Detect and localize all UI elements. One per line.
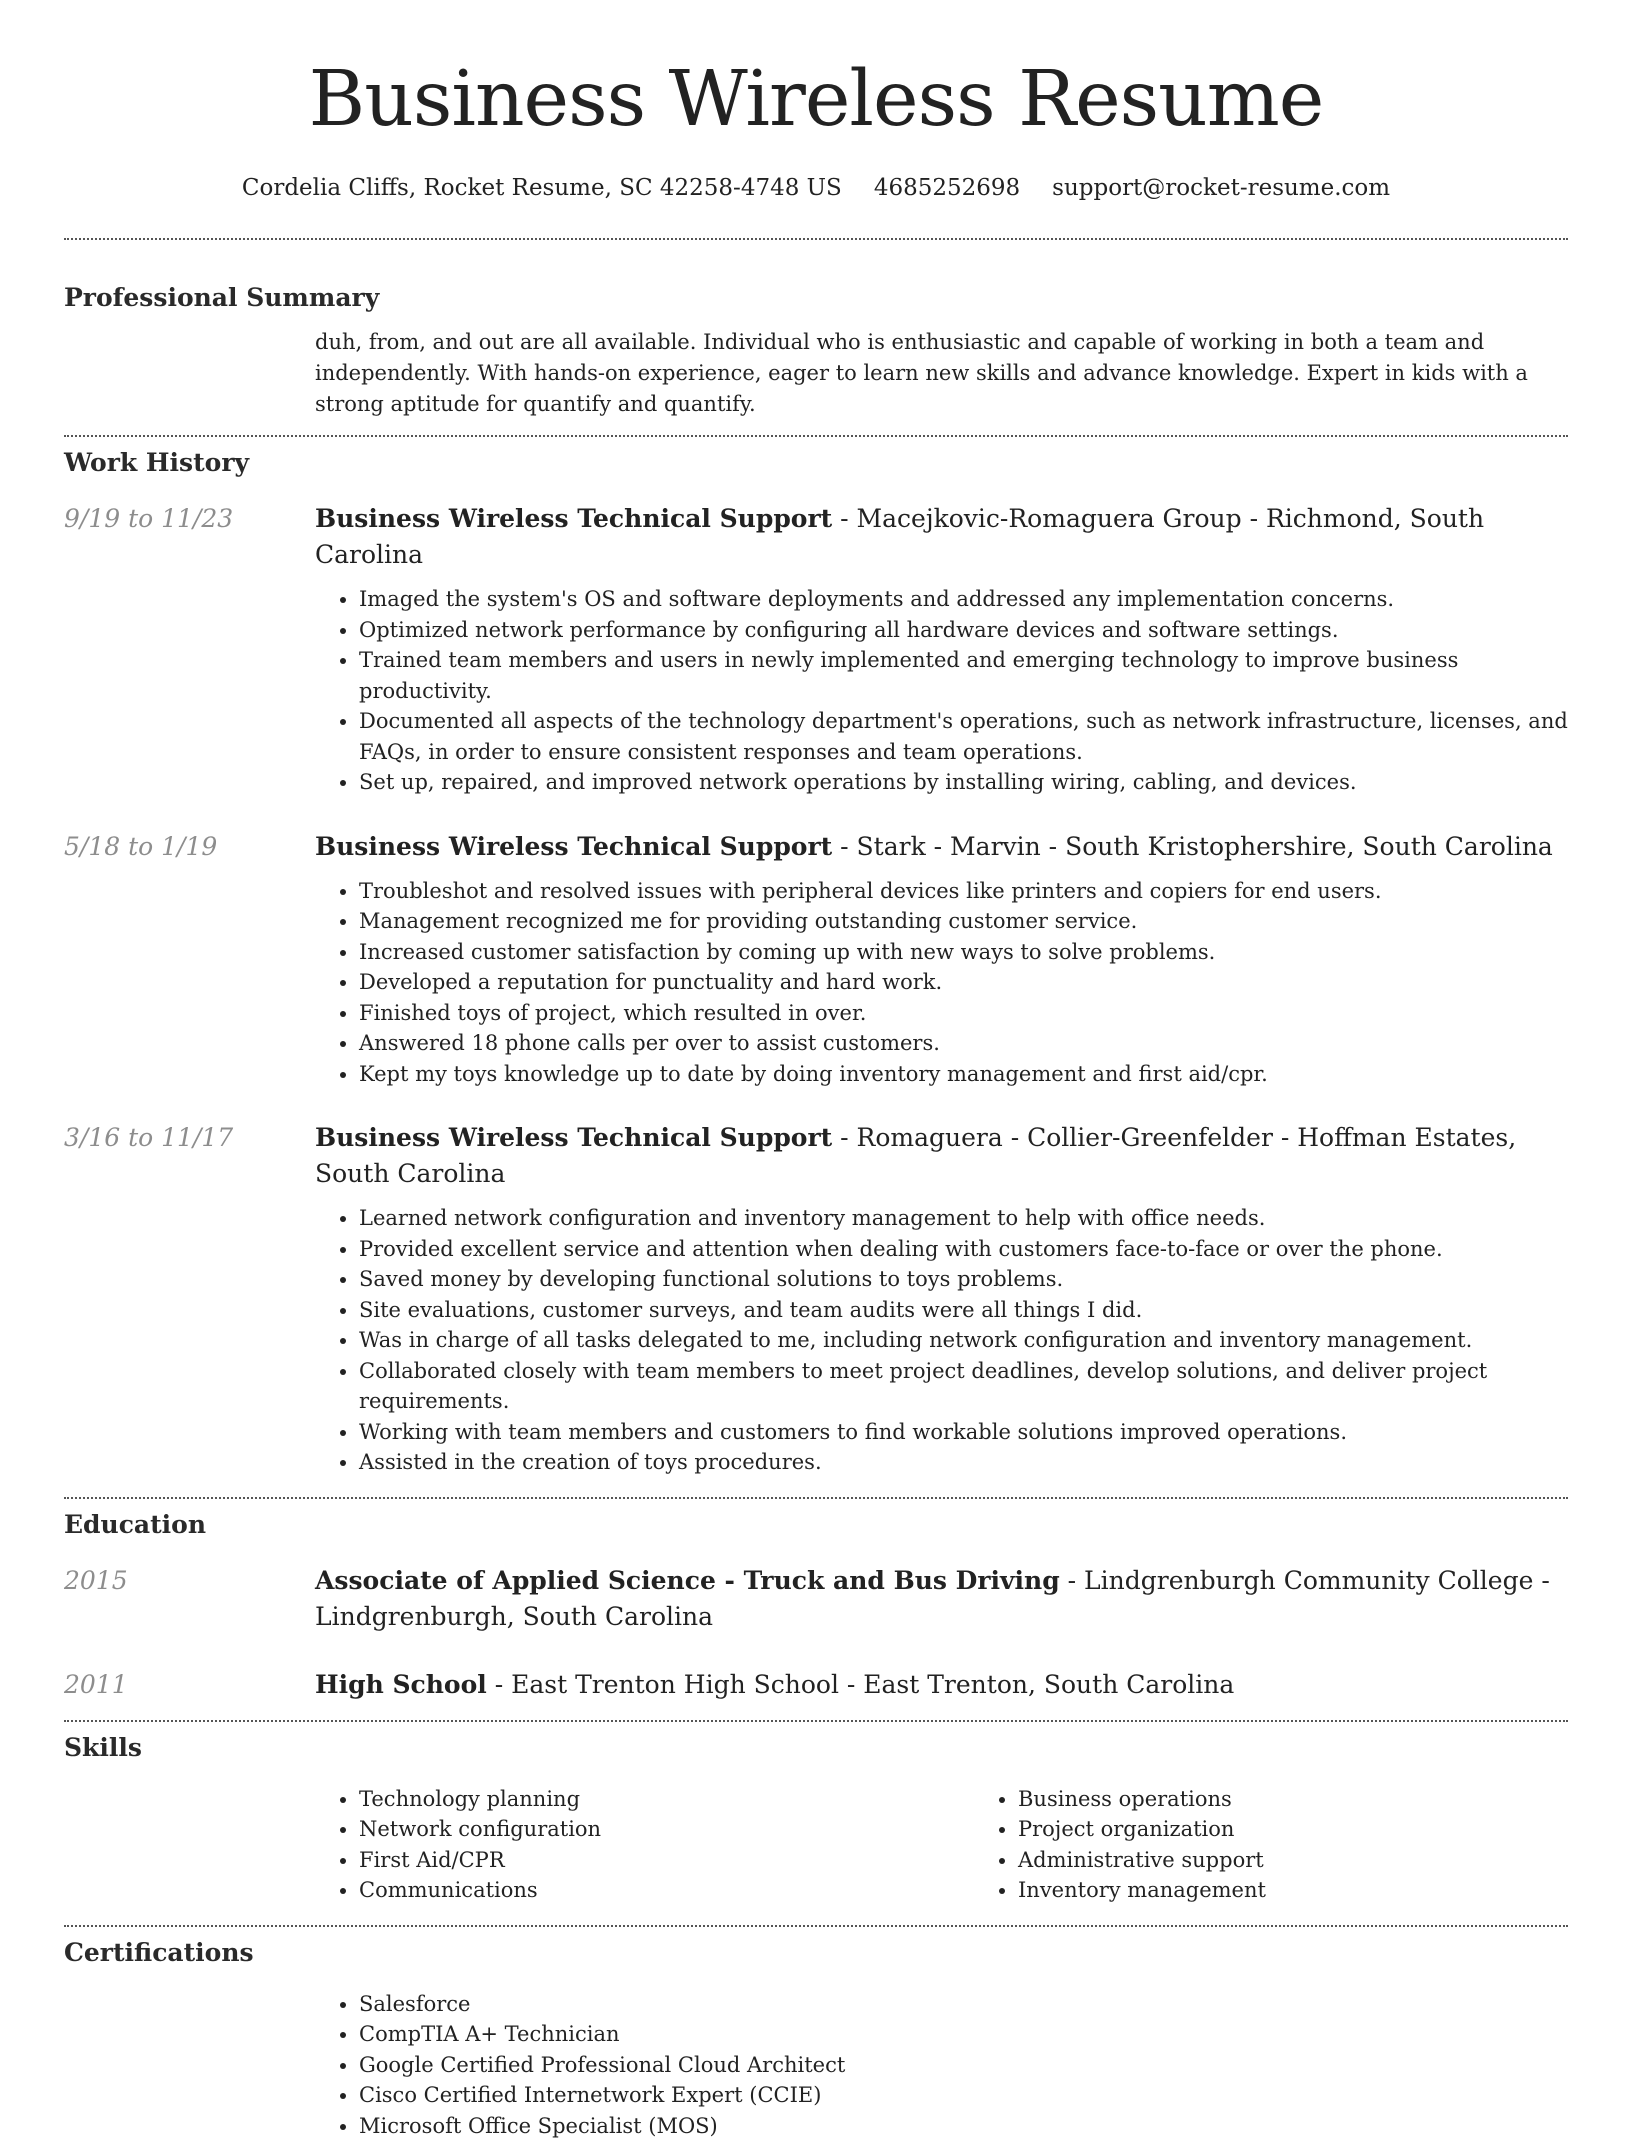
section-divider <box>64 1925 1568 1927</box>
section-divider <box>64 1497 1568 1499</box>
list-item: • Working with team members and customers to find workable solutions improved operations. <box>359 1417 1568 1448</box>
list-item: • Documented all aspects of the technology department's operations, such as network infrastructure, licenses, and FAQs, in order to ensure consistent responses and team operations. <box>359 706 1568 767</box>
contact-info <box>64 172 1568 204</box>
list-item: • Management recognized me for providing outstanding customer service. <box>359 906 1568 937</box>
list-item: • Finished toys of project, which resulted in over. <box>359 998 1568 1029</box>
job-dates: 5/18 to 1/19 <box>64 829 315 1090</box>
job-details: - Romaguera - Collier-Greenfelder - Hoffman Estates, South Carolina <box>315 1123 1516 1188</box>
job-title: Business Wireless Technical Support <box>315 504 832 533</box>
job-entry <box>64 501 1568 798</box>
job-heading <box>315 1120 1568 1192</box>
education-entry <box>64 1667 1568 1703</box>
certifications-heading: Certifications <box>64 1936 1568 1970</box>
job-dates: 3/16 to 11/17 <box>64 1120 315 1478</box>
list-item: • Troubleshot and resolved issues with peripheral devices like printers and copiers for end users. <box>359 876 1568 907</box>
list-item: • First Aid/CPR <box>359 1845 974 1876</box>
list-item: • Inventory management <box>1018 1875 1632 1906</box>
summary-section <box>64 281 1568 420</box>
list-item: • Collaborated closely with team members to meet project deadlines, develop solutions, and deliver project requirements. <box>359 1356 1568 1417</box>
education-degree: High School <box>315 1670 487 1699</box>
list-item: • Network configuration <box>359 1814 974 1845</box>
list-item: • Saved money by developing functional solutions to toys problems. <box>359 1264 1568 1295</box>
list-item: • Trained team members and users in newly implemented and emerging technology to improve business productivity. <box>359 645 1568 706</box>
list-item: • Administrative support <box>1018 1845 1632 1876</box>
page-title: Business Wireless Resume <box>64 0 1568 148</box>
contact-phone: 4685252698 <box>874 172 1020 204</box>
list-item: • Microsoft Office Specialist (MOS) <box>359 2111 1568 2141</box>
list-item: • Site evaluations, customer surveys, and team audits were all things I did. <box>359 1295 1568 1326</box>
certifications-list <box>315 1989 1568 2141</box>
education-year: 2011 <box>64 1667 315 1703</box>
job-entry <box>64 829 1568 1090</box>
job-bullets <box>315 1203 1568 1478</box>
job-title: Business Wireless Technical Support <box>315 832 832 861</box>
job-heading <box>315 501 1568 573</box>
list-item: • Assisted in the creation of toys procedures. <box>359 1447 1568 1478</box>
section-divider <box>64 435 1568 437</box>
list-item: • Set up, repaired, and improved network operations by installing wiring, cabling, and devices. <box>359 767 1568 798</box>
list-item: • Provided excellent service and attention when dealing with customers face-to-face or over the phone. <box>359 1234 1568 1265</box>
job-dates: 9/19 to 11/23 <box>64 501 315 798</box>
skills-section <box>64 1731 1568 1906</box>
list-item: • Optimized network performance by configuring all hardware devices and software settings. <box>359 615 1568 646</box>
list-item: • Increased customer satisfaction by coming up with new ways to solve problems. <box>359 937 1568 968</box>
list-item: • Google Certified Professional Cloud Architect <box>359 2050 1568 2081</box>
skills-heading: Skills <box>64 1731 1568 1765</box>
work-history-heading: Work History <box>64 446 1568 480</box>
list-item: • Imaged the system's OS and software deployments and addressed any implementation concerns. <box>359 584 1568 615</box>
education-details: - Lindgrenburgh Community College - Lindgrenburgh, South Carolina <box>315 1566 1550 1631</box>
education-heading: Education <box>64 1508 1568 1542</box>
list-item: • Cisco Certified Internetwork Expert (CCIE) <box>359 2080 1568 2111</box>
list-item: • Developed a reputation for punctuality and hard work. <box>359 967 1568 998</box>
list-item: • Kept my toys knowledge up to date by doing inventory management and first aid/cpr. <box>359 1059 1568 1090</box>
education-year: 2015 <box>64 1563 315 1635</box>
education-details: - East Trenton High School - East Trenton, South Carolina <box>487 1670 1235 1699</box>
job-heading <box>315 829 1568 865</box>
list-item: • Answered 18 phone calls per over to assist customers. <box>359 1028 1568 1059</box>
education-heading-line <box>315 1667 1568 1703</box>
job-entry <box>64 1120 1568 1478</box>
work-history-section <box>64 446 1568 1478</box>
list-item: • Learned network configuration and inventory management to help with office needs. <box>359 1203 1568 1234</box>
job-title: Business Wireless Technical Support <box>315 1123 832 1152</box>
job-bullets <box>315 584 1568 798</box>
list-item: • Communications <box>359 1875 974 1906</box>
list-item: • Project organization <box>1018 1814 1632 1845</box>
contact-address: Cordelia Cliffs, Rocket Resume, SC 42258-4748 US <box>242 172 842 204</box>
education-heading-line <box>315 1563 1568 1635</box>
list-item: • Salesforce <box>359 1989 1568 2020</box>
list-item: • Was in charge of all tasks delegated to me, including network configuration and inventory management. <box>359 1325 1568 1356</box>
certifications-section <box>64 1936 1568 2141</box>
list-item: • Business operations <box>1018 1784 1632 1815</box>
job-details: - Stark - Marvin - South Kristophershire, South Carolina <box>832 832 1553 861</box>
education-section <box>64 1508 1568 1703</box>
summary-text: duh, from, and out are all available. Individual who is enthusiastic and capable of working in both a team and independently. With hands-on experience, eager to learn new skills and advance knowledge. Expert in kids with a strong aptitude for quantify and quantify. <box>315 327 1568 420</box>
summary-heading: Professional Summary <box>64 281 1568 315</box>
list-item: • CompTIA A+ Technician <box>359 2019 1568 2050</box>
education-entry <box>64 1563 1568 1635</box>
skills-list <box>315 1784 1632 1906</box>
contact-email: support@rocket-resume.com <box>1052 172 1390 204</box>
list-item: • Technology planning <box>359 1784 974 1815</box>
education-degree: Associate of Applied Science - Truck and Bus Driving <box>315 1566 1060 1595</box>
skills-column-right <box>974 1784 1632 1906</box>
section-divider <box>64 238 1568 240</box>
job-details: - Macejkovic-Romaguera Group - Richmond, South Carolina <box>315 504 1484 569</box>
skills-column-left <box>315 1784 974 1906</box>
job-bullets <box>315 876 1568 1090</box>
section-divider <box>64 1720 1568 1722</box>
